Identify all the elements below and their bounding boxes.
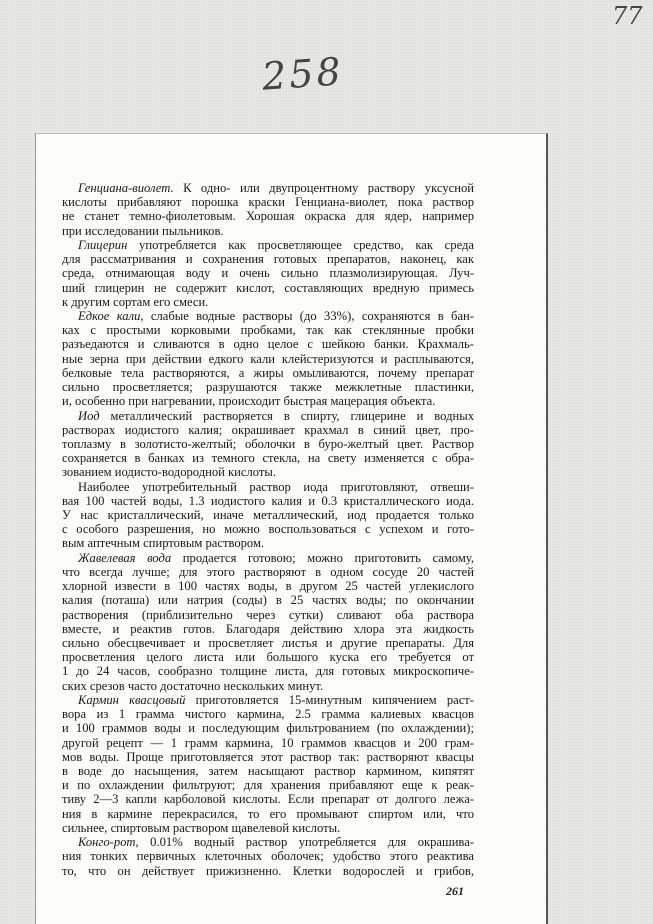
line-text: зованием иодисто-водородной кислоты. — [62, 465, 277, 480]
text-line — [62, 807, 474, 821]
line-text: металлический растворяется в спирту, глицерине и водных — [99, 408, 474, 423]
text-line — [62, 323, 474, 337]
text-line — [62, 366, 474, 380]
term-heading: Едкое кали — [78, 308, 141, 323]
text-line — [62, 224, 474, 238]
line-text: в воде до насыщения, затем насыщают раствор кармином, кипятят — [62, 763, 474, 778]
line-text: К одно- или двупроцентному раствору уксусной — [173, 181, 474, 195]
text-line — [62, 238, 474, 252]
line-text: и 100 граммов воды и последующим фильтрованием (по охлаждении); — [62, 721, 474, 736]
line-text: с особого разрешения, но можно воспользоваться с успехом и гото- — [62, 522, 474, 537]
line-text: среда, отнимающая воду и очень сильно плазмолизирующая. Луч- — [62, 266, 474, 281]
text-line — [62, 764, 474, 778]
line-text: не станет темно-фиолетовым. Хорошая окраска для ядер, например — [62, 209, 474, 224]
line-text: то, что он действует прижизненно. Клетки водорослей и грибов, — [62, 863, 474, 878]
line-text: ния в кармине перекрасился, то его промывают спиртом или, что — [62, 806, 474, 821]
text-line — [62, 864, 474, 878]
text-line — [62, 636, 474, 650]
text-line — [62, 622, 474, 636]
line-text: белковые тела растворяются, а жиры омыливаются, почему препарат — [62, 365, 474, 380]
line-text: топлазму в золотисто-желтый; оболочки в буро-желтый цвет. Раствор — [62, 436, 474, 451]
text-line — [62, 494, 474, 508]
line-text: при исследовании пыльников. — [62, 223, 224, 238]
text-line — [62, 565, 474, 579]
text-line — [62, 536, 474, 550]
text-line — [62, 693, 474, 707]
term-heading: Генциана-виолет. — [78, 181, 174, 195]
line-text: и, особенно при нагревании, происходит быстрая мацерация объекта. — [62, 394, 436, 409]
text-line — [62, 281, 474, 295]
text-line — [62, 650, 474, 664]
line-text: ные зерна при действии едкого кали клейстеризуются и расплываются, — [62, 351, 474, 366]
handwritten-number: 258 — [260, 49, 345, 99]
text-line — [62, 465, 474, 479]
line-text: калия (поташа) или натрия (соды) в 25 частях воды; по окончании — [62, 593, 474, 608]
text-line — [62, 252, 474, 266]
line-text: вым аптечным спиртовым раствором. — [62, 536, 265, 551]
text-line — [62, 721, 474, 735]
line-text: ший глицерин не содержит кислот, составляющих вредную примесь — [62, 280, 474, 295]
line-text: вместе, и реактив готов. Благодаря действию хлора эта жидкость — [62, 621, 474, 636]
text-line — [62, 821, 474, 835]
text-line — [62, 679, 474, 693]
line-text: мов воды. Проще приготовляется этот раствор так: растворяют квасцы — [62, 749, 474, 764]
text-line — [62, 551, 474, 565]
text-line — [62, 792, 474, 806]
text-line — [62, 181, 474, 195]
text-line — [62, 309, 474, 323]
line-text: сильно просветляется; разрушаются также межклетные пластинки, — [62, 380, 474, 395]
line-text: что всегда лучше; для этого растворяют в одном сосуде 20 частей — [62, 564, 474, 579]
line-text: и по охлаждении фильтруют; для хранения прибавляют еще к реак- — [62, 778, 474, 793]
text-line — [62, 508, 474, 522]
text-line — [62, 480, 474, 494]
text-line — [62, 423, 474, 437]
line-text: продается готовою; можно приготовить самому, — [171, 550, 474, 565]
line-text: для рассматривания и сохранения готовых препаратов, наконец, как — [62, 252, 474, 267]
text-line — [62, 195, 474, 209]
text-line — [62, 750, 474, 764]
term-heading: Иод — [78, 408, 100, 423]
text-line — [62, 451, 474, 465]
line-text: тиву 2—3 капли карболовой кислоты. Если препарат от долгого лежа- — [62, 792, 474, 807]
line-text: вая 100 частей воды, 1.3 иодистого калия и 0.3 кристаллического иода. — [62, 493, 474, 508]
line-text: , 0.01% водный раствор употребляется для окрашива- — [135, 835, 474, 850]
text-line — [62, 337, 474, 351]
handwritten-corner-number: 77 — [612, 2, 643, 30]
term-heading: Глицерин — [78, 237, 128, 252]
text-line — [62, 849, 474, 863]
line-text: ния тонких первичных клеточных оболочек; удобство этого реактива — [62, 849, 474, 864]
text-line — [62, 664, 474, 678]
text-line — [62, 707, 474, 721]
text-line — [62, 579, 474, 593]
line-text: , слабые водные растворы (до 33%), сохраняются в бан- — [140, 308, 474, 323]
line-text: сохраняется в банках из темного стекла, на свету изменяется с обра- — [62, 451, 474, 466]
line-text: растворения (приблизительно через сутки) сливают оба раствора — [62, 607, 474, 622]
line-text: хлорной извести в 100 частях воды, в другом 25 частей углекислого — [62, 579, 474, 594]
line-text: кислоты прибавляют порошка краски Генциана-виолет, пока раствор — [62, 195, 474, 210]
term-heading: Кармин квасцовый — [78, 692, 186, 707]
line-text: сильно обесцвечивает и просветляет листья и другие препараты. Для — [62, 636, 474, 650]
body-text — [62, 181, 474, 878]
line-text: сильнее, спиртовым раствором щавелевой кислоты. — [62, 820, 341, 835]
line-text: ках с простыми корковыми пробками, так как стеклянные пробки — [62, 323, 474, 338]
text-line — [62, 437, 474, 451]
line-text: 1 до 24 часов, сообразно толщине листа, для готовых микроскопиче- — [62, 664, 474, 679]
line-text: вора из 1 грамма чистого кармина, 2.5 грамма калиевых квасцов — [62, 707, 474, 722]
line-text: к другим сортам его смеси. — [62, 294, 209, 309]
text-line — [62, 295, 474, 309]
term-heading: Конго-рот — [78, 835, 136, 850]
text-line — [62, 778, 474, 792]
line-text: ских срезов часто достаточно нескольких минут. — [62, 678, 324, 693]
line-text: приготовляется 15-минутным кипячением раст- — [185, 692, 474, 707]
line-text: просветления целого листа или большого куска его требуется от — [62, 650, 474, 665]
term-heading: Жавелевая вода — [78, 550, 172, 565]
text-line — [62, 266, 474, 280]
text-line — [62, 394, 474, 408]
line-text: употребляется как просветляющее средство, как среда — [127, 237, 474, 252]
line-text: У нас кристаллический, иначе металлический, иод продается только — [62, 508, 474, 523]
text-line — [62, 835, 474, 849]
text-line — [62, 593, 474, 607]
text-line — [62, 380, 474, 394]
text-line — [62, 209, 474, 223]
line-text: Наиболее употребительный раствор иода приготовляют, отвеши- — [78, 479, 474, 494]
text-line — [62, 352, 474, 366]
text-line — [62, 736, 474, 750]
text-line — [62, 522, 474, 536]
page-number: 261 — [446, 884, 464, 898]
text-line — [62, 608, 474, 622]
line-text: разъедаются и сливаются в одно целое с шейкою банки. Крахмаль- — [62, 337, 474, 352]
line-text: растворах иодистого калия; окрашивает крахмал в синий цвет, про- — [62, 422, 474, 437]
line-text: другой рецепт — 1 грамм кармина, 10 граммов квасцов и 200 грам- — [62, 735, 474, 750]
text-line — [62, 409, 474, 423]
